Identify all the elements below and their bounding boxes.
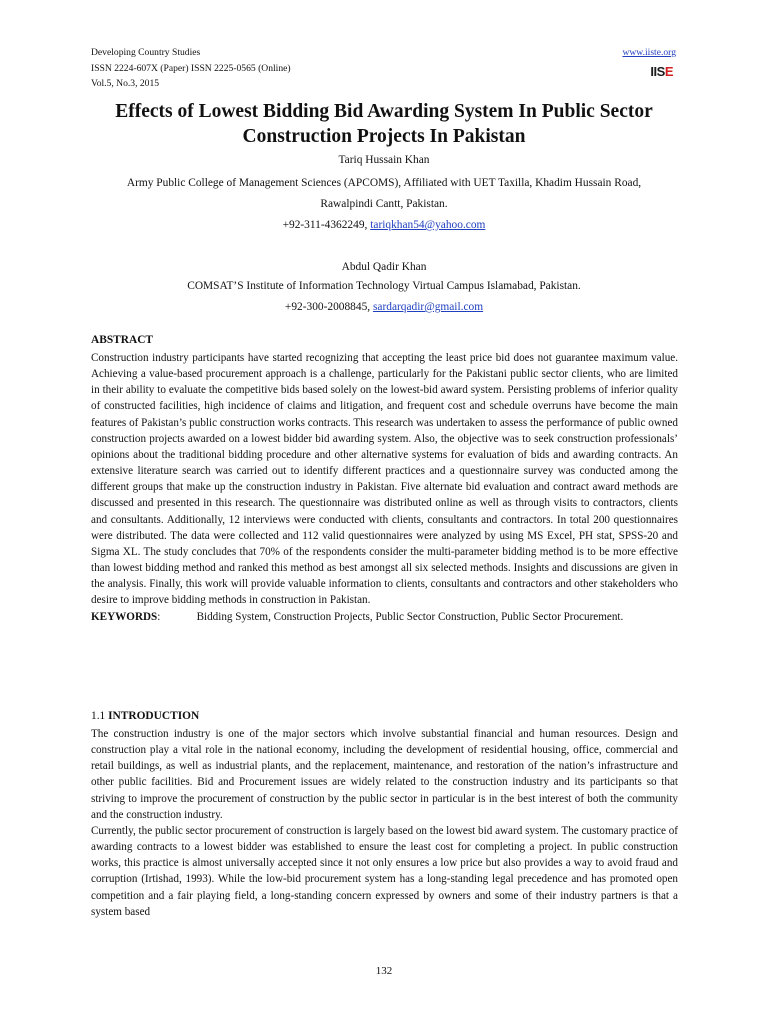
journal-header-right (622, 45, 676, 81)
author-contact: +92-300-2008845, sardarqadir@gmail.com (284, 301, 484, 313)
page-number: 132 (375, 965, 393, 977)
abstract-heading: ABSTRACT (91, 334, 154, 346)
author-contact: +92-311-4362249, tariqkhan54@yahoo.com (282, 219, 486, 231)
abstract-text: Construction industry participants have started recognizing that accepting the least price bid does not guarantee maximum value. Achieving a value-based procurement approach is a challenge, particularly for the Pakistani public sector clients, who are limited in their ability to evaluate the competitive bids based solely on the lowest-bid award system. Persisting problems of inferior quality of constructed facilities, high incidence of claims and litigation, and frequent cost and schedule overruns have become the main features of Pakistan’s public construction works contracts. This research was undertaken to assess the performance of public owned construction projects awarded on a lowest bidder bid awarding system. Also, the objective was to seek construction professionals’ opinions about the traditional bidding procedure and other alternative systems for evaluation of bids and awarding contracts. An extensive literature search was carried out to identify different practices and a questionnaire survey was conducted among the different groups that make up the construction industry in Pakistan. Five alternate bid evaluation and contract award methods are discussed and presented in this research. The questionnaire was distributed online as well as through visits to contractors, clients and consultants. Additionally, 12 interviews were conducted with clients, consultants and contractors. In total 200 questionnaires were distributed. The data were collected and 112 valid questionnaires were analyzed by using MS Excel, PH stat, SPSS-20 and Sigma XL. The study concludes that 70% of the respondents consider the multi-parameter bidding method is to be more effective than lowest bidding method and ranked this method as best amongst all six selected methods. Insights and discussions are given in the analysis. Finally, this work will provide valuable information to clients, consultants and contractors and other stakeholders who desire to improve bidding methods in construction in Pakistan. (91, 352, 678, 607)
journal-volume: Vol.5, No.3, 2015 (91, 78, 160, 90)
journal-name: Developing Country Studies (91, 47, 201, 58)
paragraph: Currently, the public sector procurement of construction is largely based on the lowest bid award system. The customary practice of awarding contracts to a lowest bidder was established to ensure the least cost for completing a project. In public construction works, this practice is almost universally accepted since it not only ensures a low price but also provides a way to avoid fraud and corruption (Irtishad, 1993). While the low-bid procurement system has a long-standing legal precedence and has promoted open competition and a fair playing field, a long-standing concern expressed by owners and some of their industry partners is that a system based (91, 824, 678, 918)
author-email-link[interactable]: tariqkhan54@yahoo.com (370, 219, 486, 231)
paper-title: Effects of Lowest Bidding Bid Awarding System In Public Sector Construction Projects In Pakistan (115, 101, 653, 147)
journal-header (91, 45, 291, 92)
author-name: Tariq Hussain Khan (338, 154, 430, 166)
author-email-link[interactable]: sardarqadir@gmail.com (372, 301, 484, 313)
author-affiliation: Rawalpindi Cantt, Pakistan. (320, 198, 448, 210)
author-name: Abdul Qadir Khan (341, 261, 427, 273)
abstract-section (91, 350, 678, 625)
journal-issn: ISSN 2224-607X (Paper) ISSN 2225-0565 (Online) (91, 62, 291, 74)
author-affiliation: COMSAT’S Institute of Information Technology Virtual Campus Islamabad, Pakistan. (187, 280, 581, 292)
keywords: KEYWORDS: Bidding System, Construction Projects, Public Sector Construction, Public Sector Procurement. (91, 610, 624, 623)
paragraph: The construction industry is one of the major sectors which involve substantial financial and human resources. Design and construction play a vital role in the national economy, including the development of residential housing, office, commercial and retail buildings, as well as industrial plants, and the replacement, maintenance, and restoration of the nation’s infrastructure and other public facilities. Bid and Procurement issues are widely related to the construction industry and its participants so that striving to improve the procurement of construction by the public sector in particular is in the best interest of both the community and the construction industry. (91, 728, 678, 821)
author-affiliation: Army Public College of Management Sciences (APCOMS), Affiliated with UET Taxilla, Khadim Hussain Road, (126, 177, 642, 189)
iiste-logo-icon: IISE (650, 63, 673, 79)
introduction-heading: 1.1 INTRODUCTION (91, 710, 200, 722)
journal-url-link[interactable]: www.iiste.org (622, 47, 676, 58)
introduction-section (91, 726, 678, 920)
